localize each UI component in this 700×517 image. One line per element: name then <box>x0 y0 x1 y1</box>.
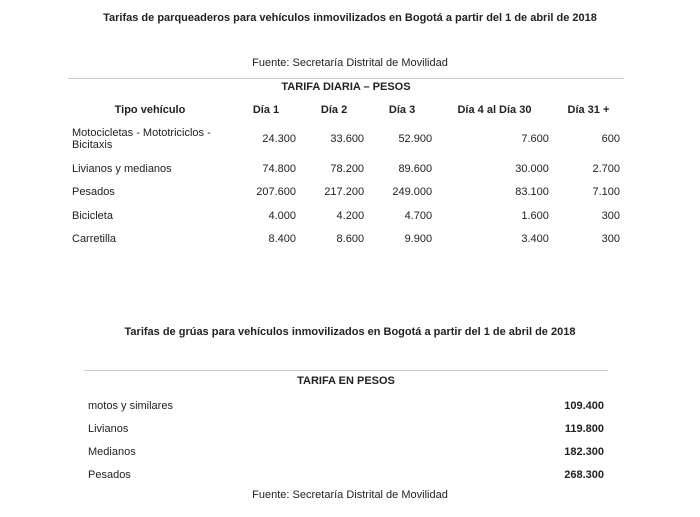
table-header-row <box>68 100 624 120</box>
vehicle-type: Pesados <box>88 468 131 481</box>
vehicle-type: Motocicletas - Mototriciclos - Bicitaxis <box>72 127 211 151</box>
column-header: Día 31 + <box>567 104 610 116</box>
day1-rate: 8.400 <box>268 233 297 245</box>
day3-rate: 249.000 <box>392 186 433 198</box>
day1-rate: 24.300 <box>262 133 297 145</box>
parking-table <box>68 100 624 251</box>
day31-rate: 2.700 <box>592 163 620 175</box>
towing-section-header: TARIFA EN PESOS <box>297 375 395 387</box>
day4-30-rate: 3.400 <box>521 233 549 245</box>
towing-rate: 109.400 <box>564 399 604 412</box>
day4-30-rate: 7.600 <box>521 133 549 145</box>
day31-rate: 300 <box>601 209 620 222</box>
table-row <box>84 394 608 417</box>
parking-source: Fuente: Secretaría Distrital de Movilidad <box>252 57 448 69</box>
towing-source: Fuente: Secretaría Distrital de Movilidad <box>252 489 448 501</box>
towing-rate: 119.800 <box>564 422 604 435</box>
table-row <box>68 158 624 180</box>
table-row <box>68 120 624 158</box>
day2-rate: 217.200 <box>324 186 365 198</box>
day3-rate: 52.900 <box>398 133 433 145</box>
day1-rate: 74.800 <box>262 163 297 175</box>
vehicle-type: Bicicleta <box>72 209 113 222</box>
day3-rate: 89.600 <box>398 163 433 175</box>
towing-table <box>84 394 608 486</box>
vehicle-type: motos y similares <box>88 399 173 412</box>
vehicle-type: Livianos <box>88 422 129 435</box>
table-row <box>84 463 608 486</box>
day4-30-rate: 83.100 <box>515 186 549 198</box>
parking-section-header: TARIFA DIARIA – PESOS <box>281 81 411 93</box>
table-row <box>68 227 624 251</box>
table-row <box>84 417 608 440</box>
towing-rate: 268.300 <box>564 468 604 481</box>
day3-rate: 4.700 <box>404 209 433 222</box>
parking-title: Tarifas de parqueaderos para vehículos inmovilizados en Bogotá a partir del 1 de abril de 2018 <box>103 12 597 24</box>
towing-title: Tarifas de grúas para vehículos inmovilizados en Bogotá a partir del 1 de abril de 2018 <box>124 326 576 338</box>
day4-30-rate: 1.600 <box>521 209 549 222</box>
towing-rate: 182.300 <box>564 445 604 458</box>
day1-rate: 207.600 <box>256 186 297 198</box>
day2-rate: 78.200 <box>330 163 365 175</box>
day31-rate: 7.100 <box>592 186 620 198</box>
day2-rate: 8.600 <box>336 233 365 245</box>
day4-30-rate: 30.000 <box>515 163 549 175</box>
day3-rate: 9.900 <box>404 233 433 245</box>
vehicle-type: Carretilla <box>72 233 117 245</box>
day2-rate: 33.600 <box>330 133 365 145</box>
column-header: Tipo vehículo <box>114 104 186 116</box>
day1-rate: 4.000 <box>268 209 297 222</box>
table-row <box>68 180 624 204</box>
column-header: Día 2 <box>320 104 348 116</box>
vehicle-type: Livianos y medianos <box>72 163 172 175</box>
day31-rate: 300 <box>601 233 620 245</box>
column-header: Día 3 <box>388 104 416 116</box>
day31-rate: 600 <box>601 133 620 145</box>
table-row <box>84 440 608 463</box>
divider <box>84 370 608 371</box>
day2-rate: 4.200 <box>336 209 365 222</box>
vehicle-type: Medianos <box>88 445 136 458</box>
table-row <box>68 204 624 227</box>
column-header: Día 1 <box>252 104 280 116</box>
column-header: Día 4 al Día 30 <box>457 104 532 116</box>
divider <box>68 78 624 79</box>
vehicle-type: Pesados <box>72 186 115 198</box>
